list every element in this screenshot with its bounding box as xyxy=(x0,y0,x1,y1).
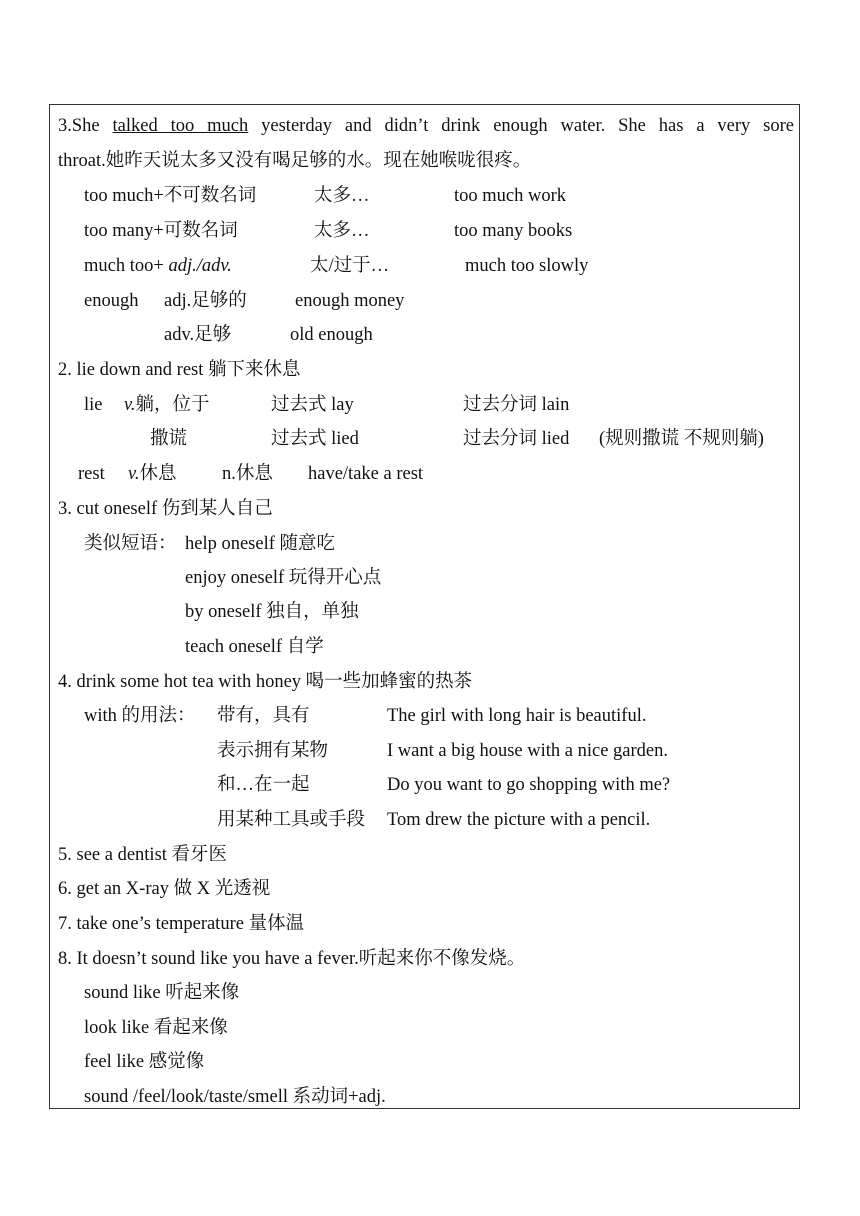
noun-meaning: n.休息 xyxy=(222,464,273,484)
part-of-speech: v. xyxy=(124,395,136,415)
phrase-example: too many books xyxy=(454,221,573,241)
list-item: enjoy oneself 玩得开心点 xyxy=(185,568,382,588)
phrase-example: much too slowly xyxy=(465,256,589,276)
section-title: 6. get an X-ray 做 X 光透视 xyxy=(58,879,271,899)
word-meaning xyxy=(124,393,209,417)
part-of-speech: v. xyxy=(128,464,140,484)
list-item: sound like 听起来像 xyxy=(84,983,240,1003)
section-title: 3. cut oneself 伤到某人自己 xyxy=(58,499,273,519)
list-item: look like 看起来像 xyxy=(84,1018,228,1038)
usage-meaning: 表示拥有某物 xyxy=(217,741,329,761)
section-title: 7. take one’s temperature 量体温 xyxy=(58,914,305,934)
phrase-example: too much work xyxy=(454,186,567,206)
word: rest xyxy=(78,464,105,484)
phrase-meaning: 太多… xyxy=(314,221,370,241)
word-meaning xyxy=(128,462,176,486)
usage-meaning: 用某种工具或手段 xyxy=(217,810,366,830)
word: lie xyxy=(84,395,103,415)
section-title: 2. lie down and rest 躺下来休息 xyxy=(58,360,301,380)
item-number: 3.She xyxy=(58,116,100,136)
list-item: sound /feel/look/taste/smell 系动词+adj. xyxy=(84,1087,386,1107)
past-tense: 过去式 lay xyxy=(271,395,354,415)
phrase-rule: enough xyxy=(84,291,139,311)
usage-meaning: 和…在一起 xyxy=(217,775,310,795)
phrase-rule-pos: adj./adv. xyxy=(168,256,232,276)
list-item: help oneself 随意吃 xyxy=(185,534,336,554)
phrase-rule: too much+不可数名词 xyxy=(84,186,257,206)
phrase-rule: too many+可数名词 xyxy=(84,221,238,241)
word-meaning: 撒谎 xyxy=(150,429,188,449)
usage-example: Tom drew the picture with a pencil. xyxy=(387,810,651,830)
usage-label: with 的用法： xyxy=(84,706,196,726)
section-title: 4. drink some hot tea with honey 喝一些加蜂蜜的热茶 xyxy=(58,672,473,692)
usage-meaning: 带有，具有 xyxy=(217,706,310,726)
phrase-example: enough money xyxy=(295,291,405,311)
phrase-meaning: 太/过于… xyxy=(310,256,390,276)
past-participle: 过去分词 lain xyxy=(463,395,570,415)
meaning-text: 休息 xyxy=(139,464,177,484)
past-tense: 过去式 lied xyxy=(271,429,359,449)
section-title: 8. It doesn’t sound like you have a fever.听起来你不像发烧。 xyxy=(58,949,526,969)
usage-note: (规则撒谎 不规则躺) xyxy=(599,429,764,449)
sentence-line-1 xyxy=(58,114,794,138)
phrase-meaning: adv.足够 xyxy=(164,325,232,345)
sentence-line-2: throat.她昨天说太多又没有喝足够的水。现在她喉咙很疼。 xyxy=(58,151,532,171)
list-item: by oneself 独自，单独 xyxy=(185,602,359,622)
meaning-text: 躺，位于 xyxy=(135,395,210,415)
phrase-meaning: adj.足够的 xyxy=(164,291,247,311)
list-item: feel like 感觉像 xyxy=(84,1052,205,1072)
similar-phrases-label: 类似短语： xyxy=(84,534,177,554)
phrase-rule-text: much too+ xyxy=(84,256,169,276)
usage-example: Do you want to go shopping with me? xyxy=(387,775,671,795)
phrase-rule xyxy=(84,254,232,278)
section-title: 5. see a dentist 看牙医 xyxy=(58,845,228,865)
usage-example: I want a big house with a nice garden. xyxy=(387,741,669,761)
phrase-example: old enough xyxy=(290,325,373,345)
phrase-meaning: 太多… xyxy=(314,186,370,206)
underlined-phrase: talked too much xyxy=(112,116,249,136)
past-participle: 过去分词 lied xyxy=(463,429,570,449)
list-item: teach oneself 自学 xyxy=(185,637,324,657)
sentence-text: yesterday and didn’t drink enough water. She has a very sore xyxy=(261,116,795,136)
phrase-example: have/take a rest xyxy=(308,464,424,484)
usage-example: The girl with long hair is beautiful. xyxy=(387,706,647,726)
